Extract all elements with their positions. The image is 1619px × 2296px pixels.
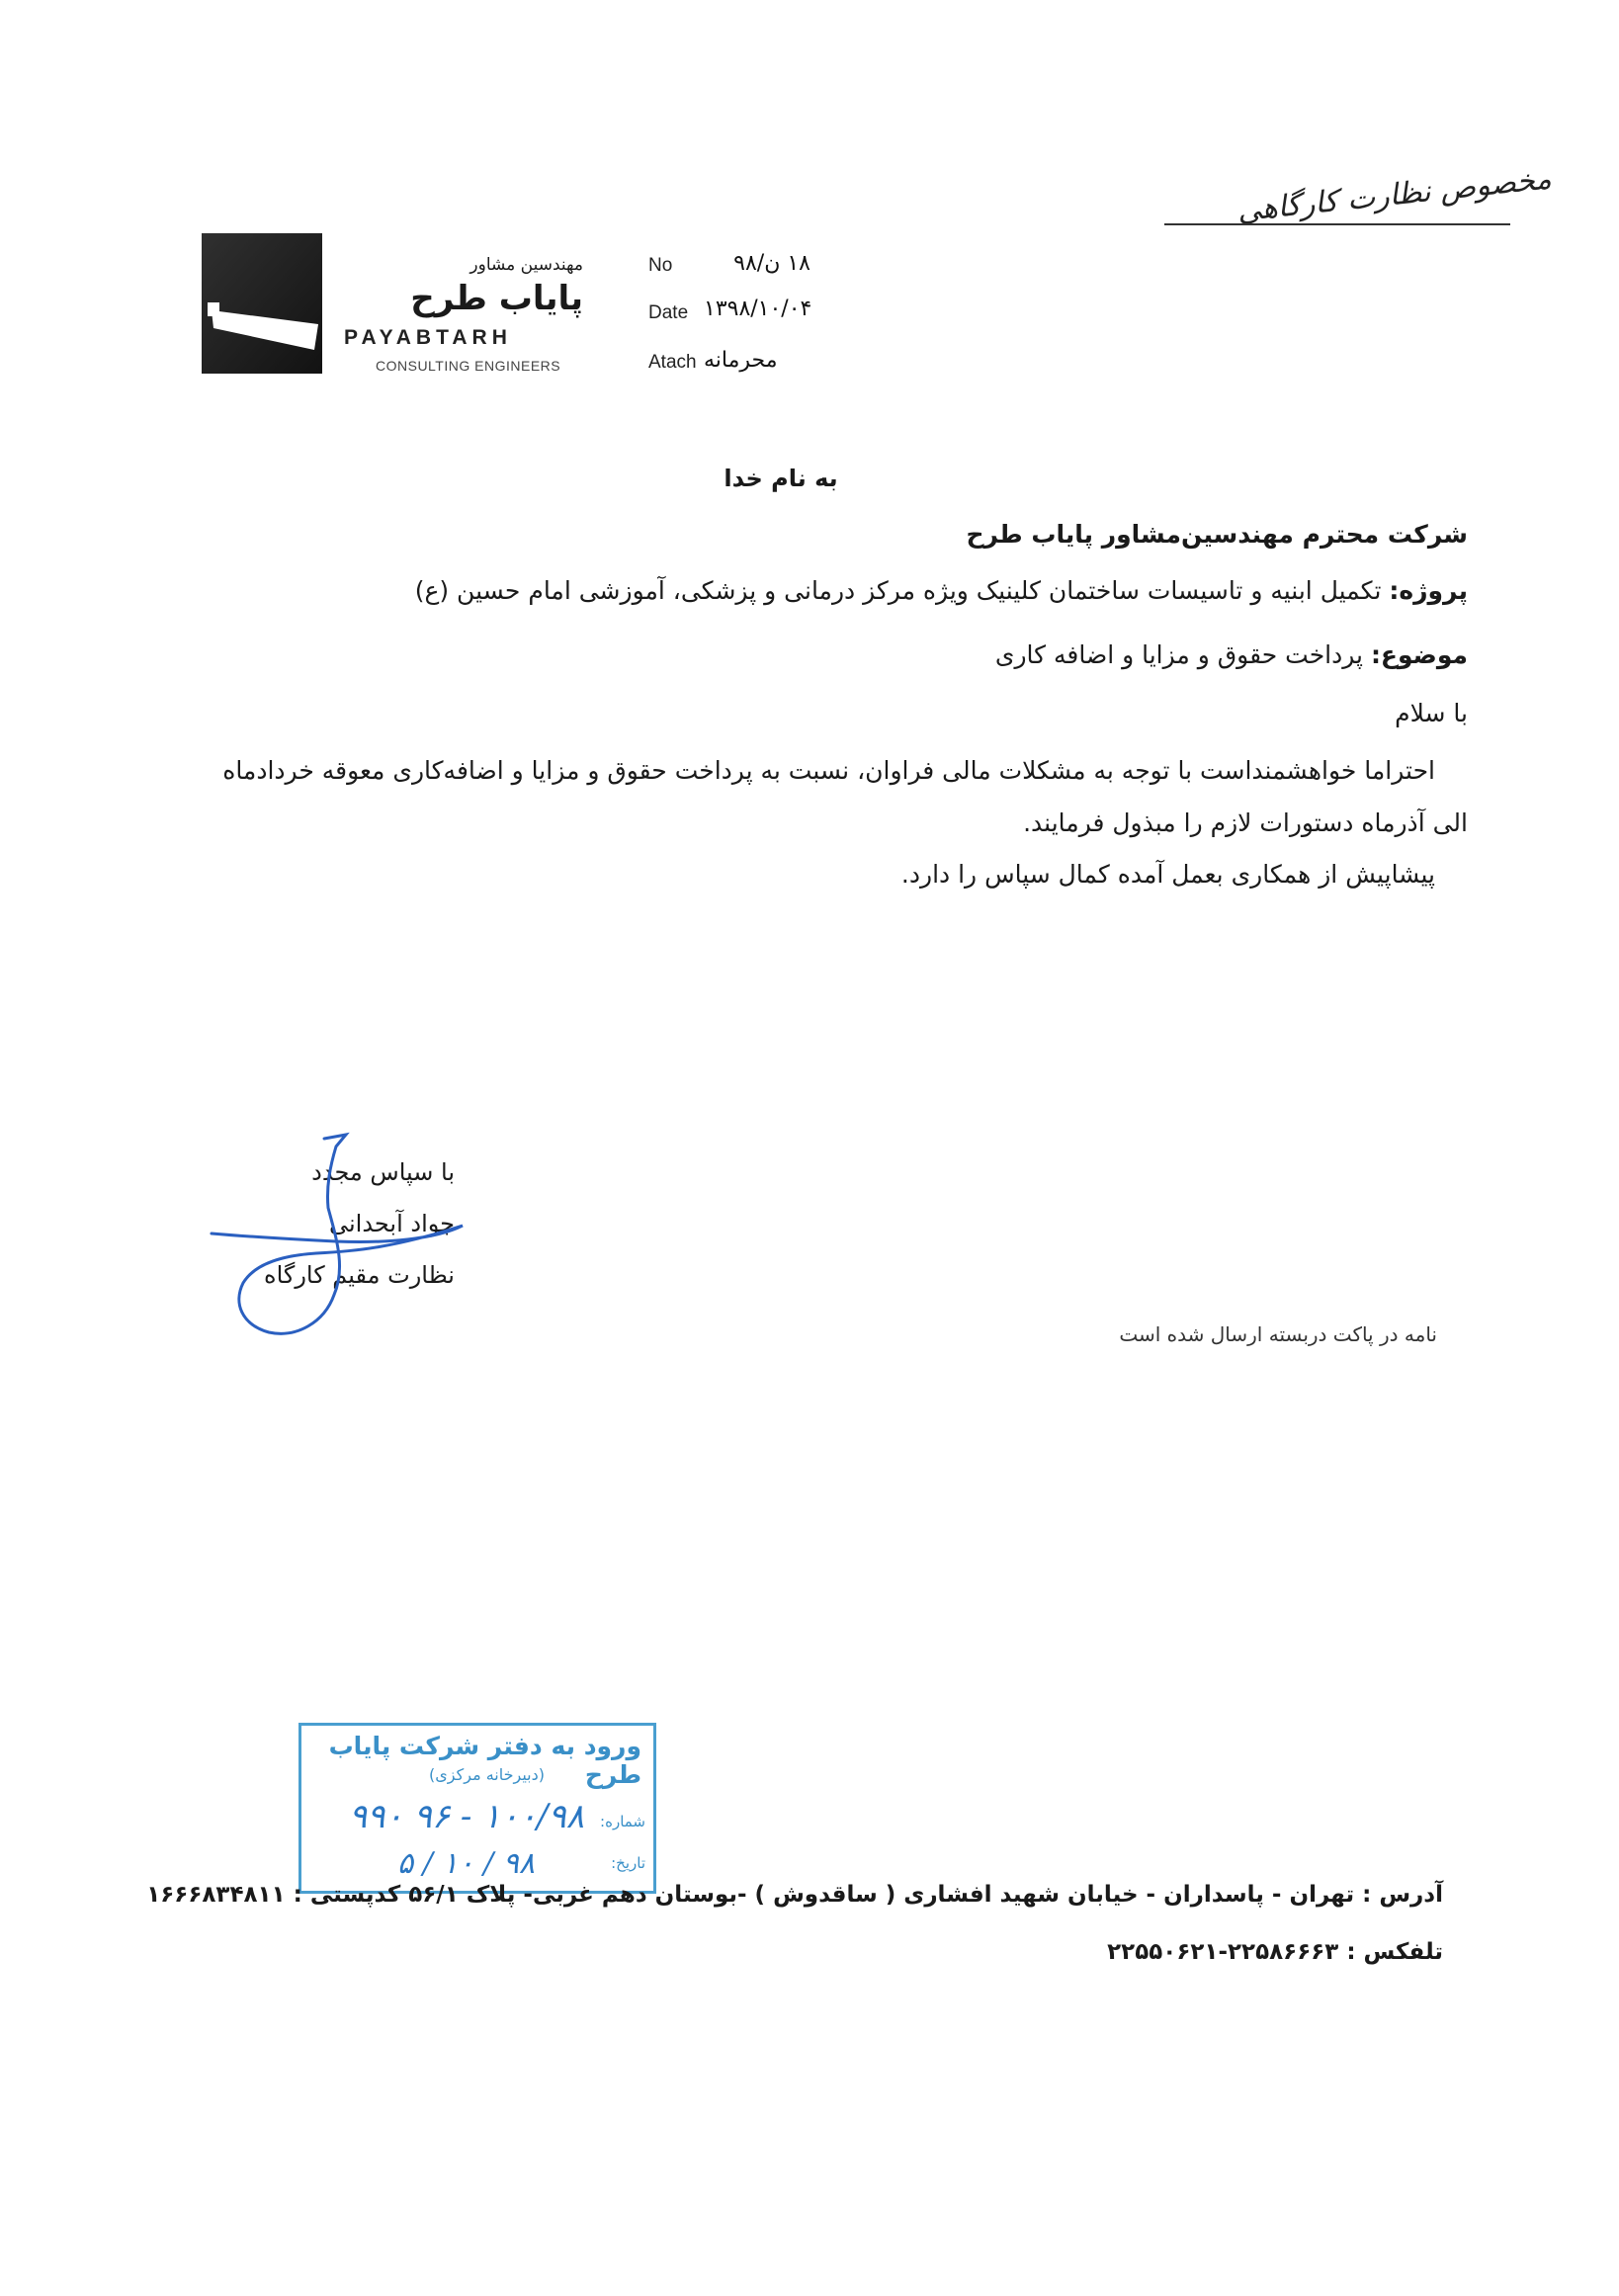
- subject-line: [995, 640, 1468, 669]
- subject-label: موضوع:: [1370, 640, 1468, 669]
- footer-address: آدرس : تهران - پاسداران - خیابان شهید افشاری ( ساقدوش ) -بوستان دهم غربی- پلاک ۵۶/۱ کدپستی : ۱۶۶۶۸۳۴۸۱۱: [146, 1882, 1443, 1908]
- body-line-2: الی آذرماه دستورات لازم را مبذول فرمایند.: [1023, 808, 1468, 837]
- basmala-heading: به نام خدا: [724, 465, 838, 492]
- stamp-title: ورود به دفتر شرکت پایاب طرح: [328, 1732, 641, 1789]
- stamp-date-value: ۹۸ / ۱۰ / ۵: [397, 1846, 535, 1881]
- signature-role: نظارت مقیم کارگاه: [264, 1261, 455, 1289]
- logo-english-name: PAYABTARH: [344, 326, 512, 349]
- no-label: No: [648, 255, 673, 276]
- closing-line: پیشاپیش از همکاری بعمل آمده کمال سپاس را دارد.: [900, 860, 1435, 889]
- logo-persian-subtitle: مهندسین مشاور: [469, 255, 583, 275]
- project-text: تکمیل ابنیه و تاسیسات ساختمان کلینیک ویژه مرکز درمانی و پزشکی، آموزشی امام حسین (ع): [414, 576, 1382, 605]
- no-value: ۱۸ ن/۹۸: [733, 251, 810, 276]
- logo-persian-name: پایاب طرح: [410, 279, 583, 318]
- handwritten-signature-icon: [198, 1127, 494, 1364]
- greeting-line: با سلام: [1395, 699, 1468, 727]
- stamp-subtitle: (دبیرخانه مرکزی): [429, 1765, 545, 1784]
- date-label: Date: [648, 302, 689, 323]
- recipient-line: شرکت محترم مهندسین‌مشاور پایاب طرح: [966, 520, 1468, 549]
- subject-text: پرداخت حقوق و مزایا و اضافه کاری: [994, 640, 1363, 669]
- handwritten-underline: [1164, 223, 1510, 225]
- attach-label: Atach: [648, 352, 697, 373]
- stamp-number-label: شماره:: [600, 1813, 645, 1830]
- handwritten-note: مخصوص نظارت کارگاهی: [1235, 161, 1553, 229]
- signature-name: جواد آبحدانی: [328, 1210, 455, 1237]
- reception-stamp: [298, 1723, 656, 1894]
- stamp-number-value: ۱۰۰/۹۸ - ۹۶ ۹۹۰: [348, 1797, 584, 1836]
- sent-in-sealed-envelope-note: نامه در پاکت دربسته ارسال شده است: [1119, 1322, 1437, 1346]
- project-line: [415, 576, 1468, 605]
- project-label: پروژه:: [1389, 576, 1468, 605]
- company-logo-icon: [202, 233, 322, 374]
- stamp-date-label: تاریخ:: [611, 1854, 645, 1872]
- date-value: ۱۳۹۸/۱۰/۰۴: [704, 297, 812, 321]
- footer-telefax: تلفکس : ۲۲۵۸۶۶۶۳-۲۲۵۵۰۶۲۱: [1107, 1939, 1443, 1965]
- attach-value: محرمانه: [704, 348, 778, 373]
- signature-thanks: با سپاس مجدد: [311, 1158, 455, 1186]
- logo-english-subtitle: CONSULTING ENGINEERS: [376, 358, 561, 374]
- body-line-1: احتراما خواهشمنداست با توجه به مشکلات مالی فراوان، نسبت به پرداخت حقوق و مزایا و اضافه‌کاری معوقه خردادماه: [222, 756, 1435, 785]
